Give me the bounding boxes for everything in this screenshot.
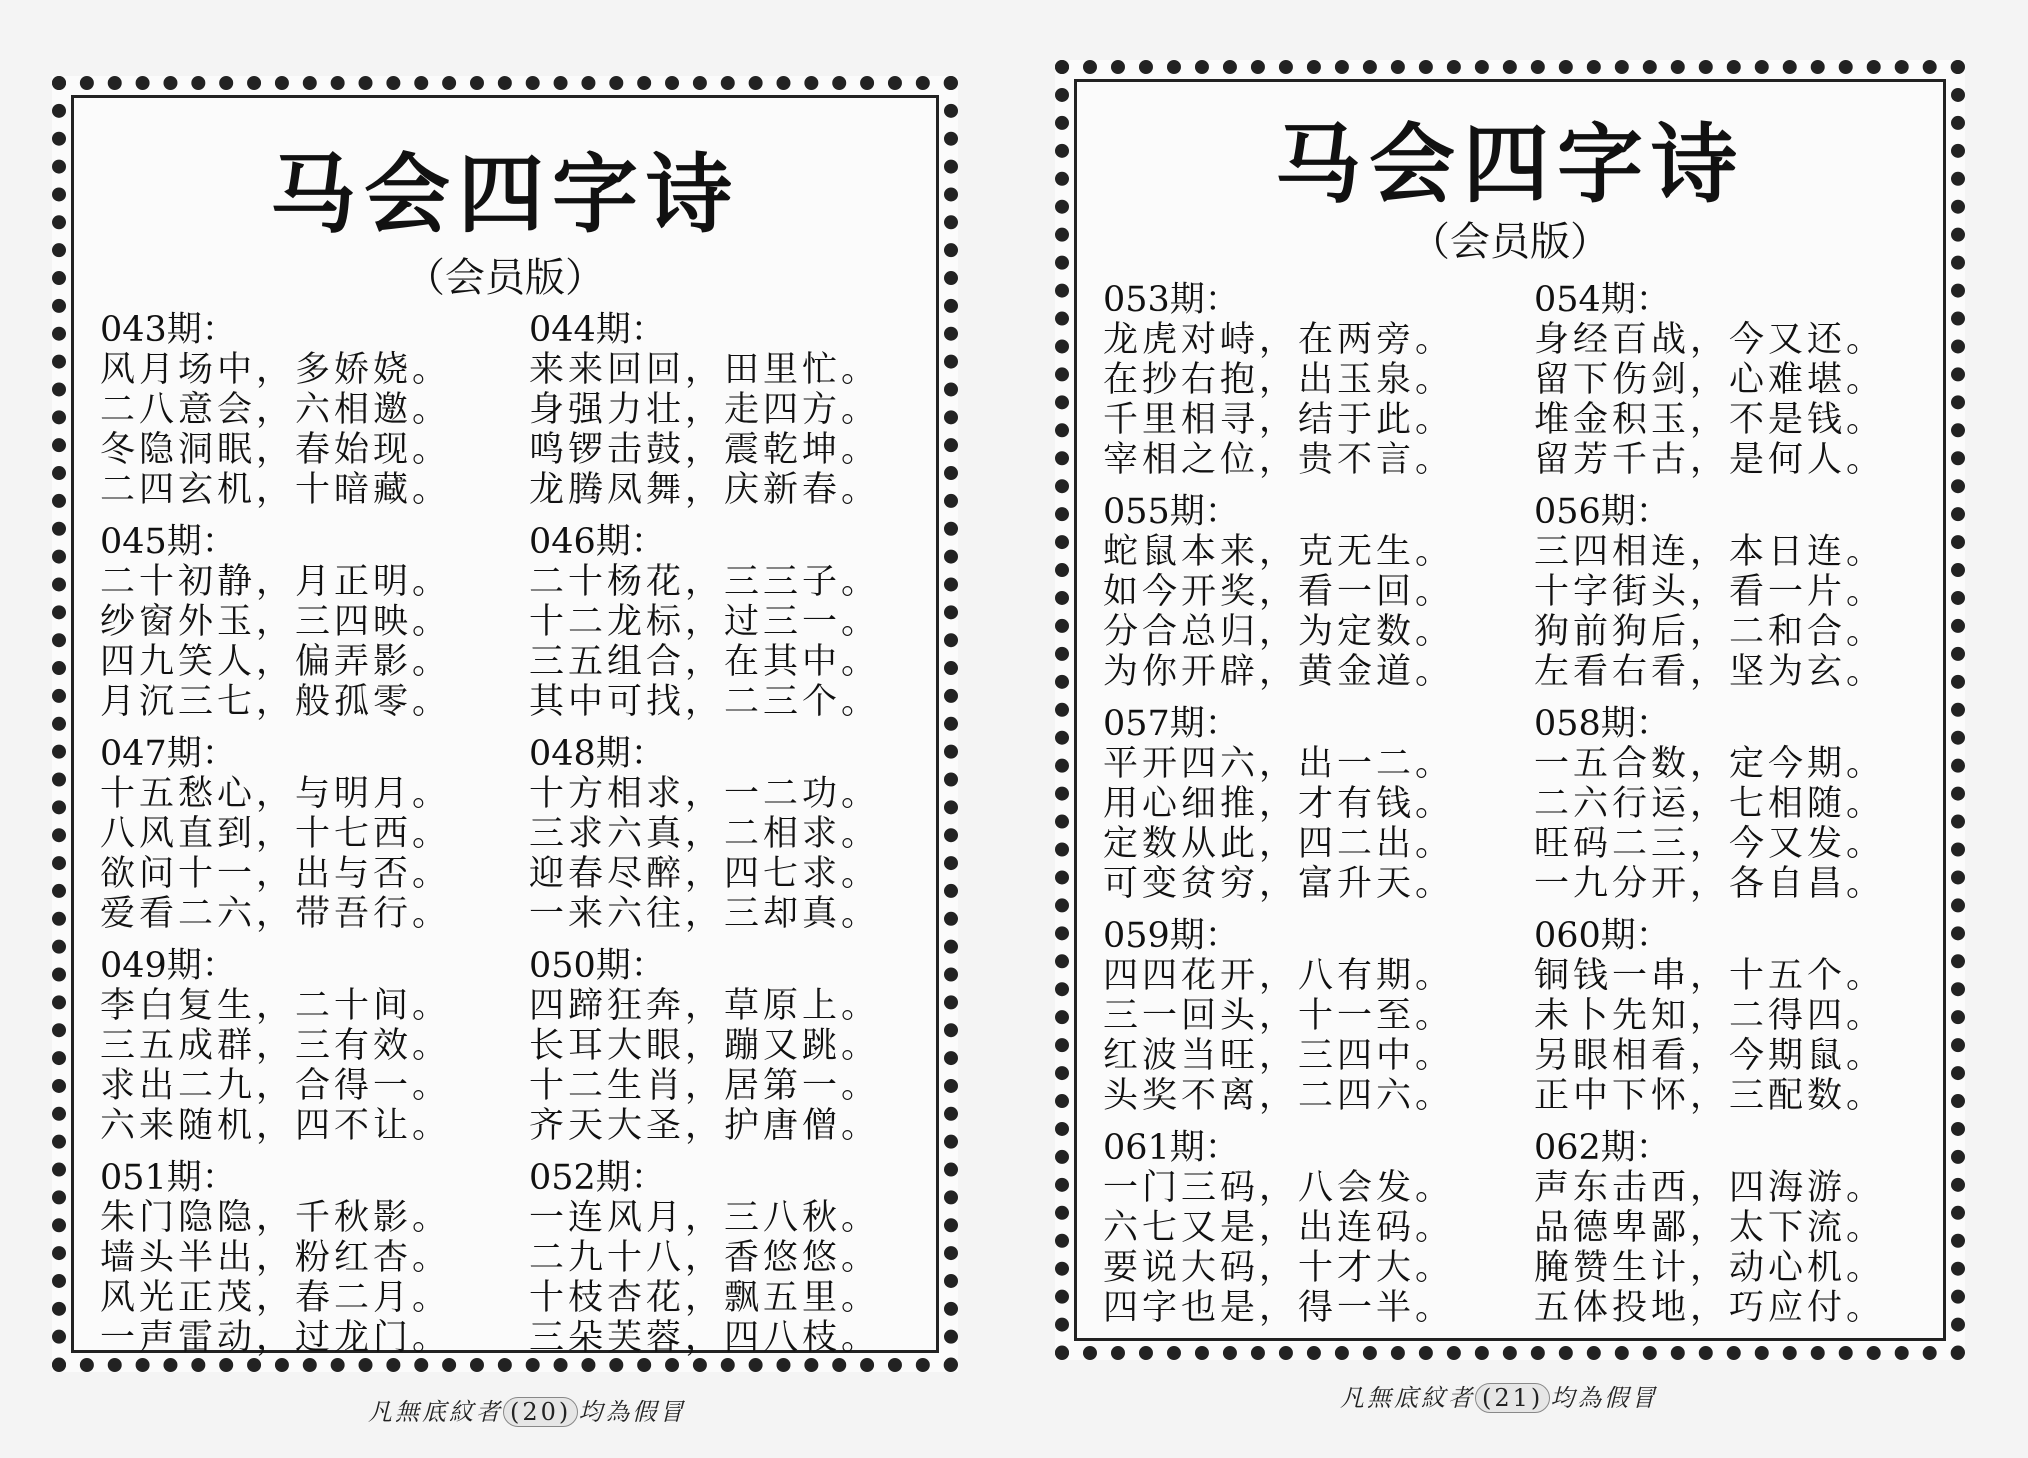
page-subtitle: （会员版） [1410, 219, 1610, 265]
poem-line: 可变贫穷，富升天。 [1103, 864, 1455, 904]
poem-line: 三朵芙蓉，四八枝。 [529, 1318, 881, 1358]
footer-text-before: 凡無底紋者 [368, 1398, 503, 1426]
poem-line: 冬隐洞眠，春始现。 [100, 430, 452, 470]
poem-line: 三一回头，十一至。 [1103, 996, 1455, 1036]
page-footer [1340, 1378, 1658, 1413]
poem-line: 堆金积玉，不是钱。 [1534, 400, 1886, 440]
poem-line: 齐天大圣，护唐僧。 [529, 1106, 881, 1146]
poem-line: 正中下怀，三配数。 [1534, 1076, 1886, 1116]
poem-block [1103, 492, 1514, 692]
poem-line: 二六行运，七相随。 [1534, 784, 1886, 824]
poem-line: 三五组合，在其中。 [529, 642, 881, 682]
issue-label: 062期： [1534, 1128, 1671, 1168]
page-number-badge: (21) [1475, 1383, 1550, 1413]
issue-label: 047期： [100, 734, 237, 774]
poem-line: 求出二九，合得一。 [100, 1066, 452, 1106]
page-title: 马会四字诗 [1275, 114, 1745, 215]
poem-line: 二十初静，月正明。 [100, 562, 452, 602]
poem-line: 其中可找，二三个。 [529, 682, 881, 722]
poem-line: 千里相寻，结于此。 [1103, 400, 1455, 440]
poem-line: 蛇鼠本来，克无生。 [1103, 532, 1455, 572]
poem-block [529, 1158, 938, 1358]
poem-line: 身强力壮，走四方。 [529, 390, 881, 430]
poem-line: 十二生肖，居第一。 [529, 1066, 881, 1106]
poem-block [529, 734, 938, 934]
poem-line: 一连风月，三八秋。 [529, 1198, 881, 1238]
issue-label: 045期： [100, 522, 237, 562]
poem-block [1534, 492, 1945, 692]
poem-block [1103, 916, 1514, 1116]
poem-line: 宰相之位，贵不言。 [1103, 440, 1455, 480]
poem-block [1103, 280, 1514, 480]
poem-line: 未卜先知，二得四。 [1534, 996, 1886, 1036]
poem-line: 要说大码，十才大。 [1103, 1248, 1455, 1288]
issue-label: 044期： [529, 310, 666, 350]
poem-line: 三五成群，三有效。 [100, 1026, 452, 1066]
page-footer [368, 1392, 686, 1427]
poem-line: 三四相连，本日连。 [1534, 532, 1886, 572]
poem-line: 三求六真，二相求。 [529, 814, 881, 854]
poem-line: 如今开奖，看一回。 [1103, 572, 1455, 612]
poem-line: 平开四六，出一二。 [1103, 744, 1455, 784]
poem-line: 四四花开，八有期。 [1103, 956, 1455, 996]
poem-line: 狗前狗后，二和合。 [1534, 612, 1886, 652]
poem-line: 为你开辟，黄金道。 [1103, 652, 1455, 692]
poem-block [100, 310, 509, 510]
poem-line: 欲问十一，出与否。 [100, 854, 452, 894]
poem-line: 十字街头，看一片。 [1534, 572, 1886, 612]
poem-line: 龙腾凤舞，庆新春。 [529, 470, 881, 510]
poem-line: 一九分开，各自昌。 [1534, 864, 1886, 904]
poem-block [529, 946, 938, 1146]
footer-text-after: 均為假冒 [578, 1398, 687, 1426]
poem-line: 风光正茂，春二月。 [100, 1278, 452, 1318]
poem-line: 铜钱一串，十五个。 [1534, 956, 1886, 996]
issue-label: 056期： [1534, 492, 1671, 532]
issue-label: 050期： [529, 946, 666, 986]
issue-label: 057期： [1103, 704, 1240, 744]
poem-line: 风月场中，多娇娆。 [100, 350, 452, 390]
poem-line: 十五愁心，与明月。 [100, 774, 452, 814]
issue-label: 055期： [1103, 492, 1240, 532]
poem-line: 纱窗外玉，三四映。 [100, 602, 452, 642]
poem-line: 十方相求，一二功。 [529, 774, 881, 814]
poem-block [1534, 916, 1945, 1116]
issue-label: 052期： [529, 1158, 666, 1198]
issue-label: 046期： [529, 522, 666, 562]
issue-label: 061期： [1103, 1128, 1240, 1168]
poem-line: 头奖不离，二四六。 [1103, 1076, 1455, 1116]
poem-line: 六来随机，四不让。 [100, 1106, 452, 1146]
poem-line: 四九笑人，偏弄影。 [100, 642, 452, 682]
left-page [52, 76, 958, 1372]
poem-block [529, 522, 938, 722]
poem-line: 墙头半出，粉红杏。 [100, 1238, 452, 1278]
poem-line: 鸣锣击鼓，震乾坤。 [529, 430, 881, 470]
poem-line: 爱看二六，带吾行。 [100, 894, 452, 934]
poem-line: 另眼相看，今期鼠。 [1534, 1036, 1886, 1076]
poem-block [1103, 704, 1514, 904]
poem-line: 一五合数，定今期。 [1534, 744, 1886, 784]
poem-line: 李白复生，二十间。 [100, 986, 452, 1026]
issue-label: 053期： [1103, 280, 1240, 320]
poem-line: 十二龙标，过三一。 [529, 602, 881, 642]
poem-line: 留芳千古，是何人。 [1534, 440, 1886, 480]
poem-line: 用心细推，才有钱。 [1103, 784, 1455, 824]
page-number-badge: (20) [503, 1397, 578, 1427]
poem-line: 红波当旺，三四中。 [1103, 1036, 1455, 1076]
poem-line: 十枝杏花，飘五里。 [529, 1278, 881, 1318]
page-title: 马会四字诗 [270, 144, 740, 245]
poem-line: 月沉三七，般孤零。 [100, 682, 452, 722]
footer-text-after: 均為假冒 [1550, 1384, 1659, 1412]
poem-block [1534, 280, 1945, 480]
poem-line: 二八意会，六相邀。 [100, 390, 452, 430]
issue-label: 054期： [1534, 280, 1671, 320]
poem-line: 分合总归，为定数。 [1103, 612, 1455, 652]
poem-line: 六七又是，出连码。 [1103, 1208, 1455, 1248]
poem-line: 一声雷动，过龙门。 [100, 1318, 452, 1358]
poem-line: 八风直到，十七西。 [100, 814, 452, 854]
poem-line: 在抄右抱，出玉泉。 [1103, 360, 1455, 400]
poem-line: 定数从此，四二出。 [1103, 824, 1455, 864]
poem-line: 朱门隐隐，千秋影。 [100, 1198, 452, 1238]
poem-grid [1103, 280, 1945, 1328]
issue-label: 051期： [100, 1158, 237, 1198]
poem-line: 留下伤剑，心难堪。 [1534, 360, 1886, 400]
issue-label: 049期： [100, 946, 237, 986]
poem-block [100, 734, 509, 934]
poem-line: 四字也是，得一半。 [1103, 1288, 1455, 1328]
poem-line: 左看右看，坚为玄。 [1534, 652, 1886, 692]
issue-label: 058期： [1534, 704, 1671, 744]
poem-line: 来来回回，田里忙。 [529, 350, 881, 390]
footer-text-before: 凡無底紋者 [1340, 1384, 1475, 1412]
poem-line: 品德卑鄙，太下流。 [1534, 1208, 1886, 1248]
poem-line: 二四玄机，十暗藏。 [100, 470, 452, 510]
poem-block [100, 1158, 509, 1358]
poem-block [100, 522, 509, 722]
issue-label: 060期： [1534, 916, 1671, 956]
right-page [1055, 60, 1965, 1360]
poem-line: 二九十八，香悠悠。 [529, 1238, 881, 1278]
poem-block [100, 946, 509, 1146]
poem-line: 五体投地，巧应付。 [1534, 1288, 1886, 1328]
poem-block [529, 310, 938, 510]
poem-line: 龙虎对峙，在两旁。 [1103, 320, 1455, 360]
issue-label: 059期： [1103, 916, 1240, 956]
poem-line: 身经百战，今又还。 [1534, 320, 1886, 360]
poem-grid [100, 310, 938, 1358]
issue-label: 048期： [529, 734, 666, 774]
poem-line: 四蹄狂奔，草原上。 [529, 986, 881, 1026]
poem-line: 二十杨花，三三子。 [529, 562, 881, 602]
page-subtitle: （会员版） [405, 255, 605, 301]
poem-line: 腌赞生计，动心机。 [1534, 1248, 1886, 1288]
poem-line: 长耳大眼，蹦又跳。 [529, 1026, 881, 1066]
issue-label: 043期： [100, 310, 237, 350]
poem-block [1534, 1128, 1945, 1328]
poem-block [1103, 1128, 1514, 1328]
poem-line: 一来六往，三却真。 [529, 894, 881, 934]
poem-block [1534, 704, 1945, 904]
poem-line: 旺码二三，今又发。 [1534, 824, 1886, 864]
poem-line: 迎春尽醉，四七求。 [529, 854, 881, 894]
poem-line: 一门三码，八会发。 [1103, 1168, 1455, 1208]
poem-line: 声东击西，四海游。 [1534, 1168, 1886, 1208]
